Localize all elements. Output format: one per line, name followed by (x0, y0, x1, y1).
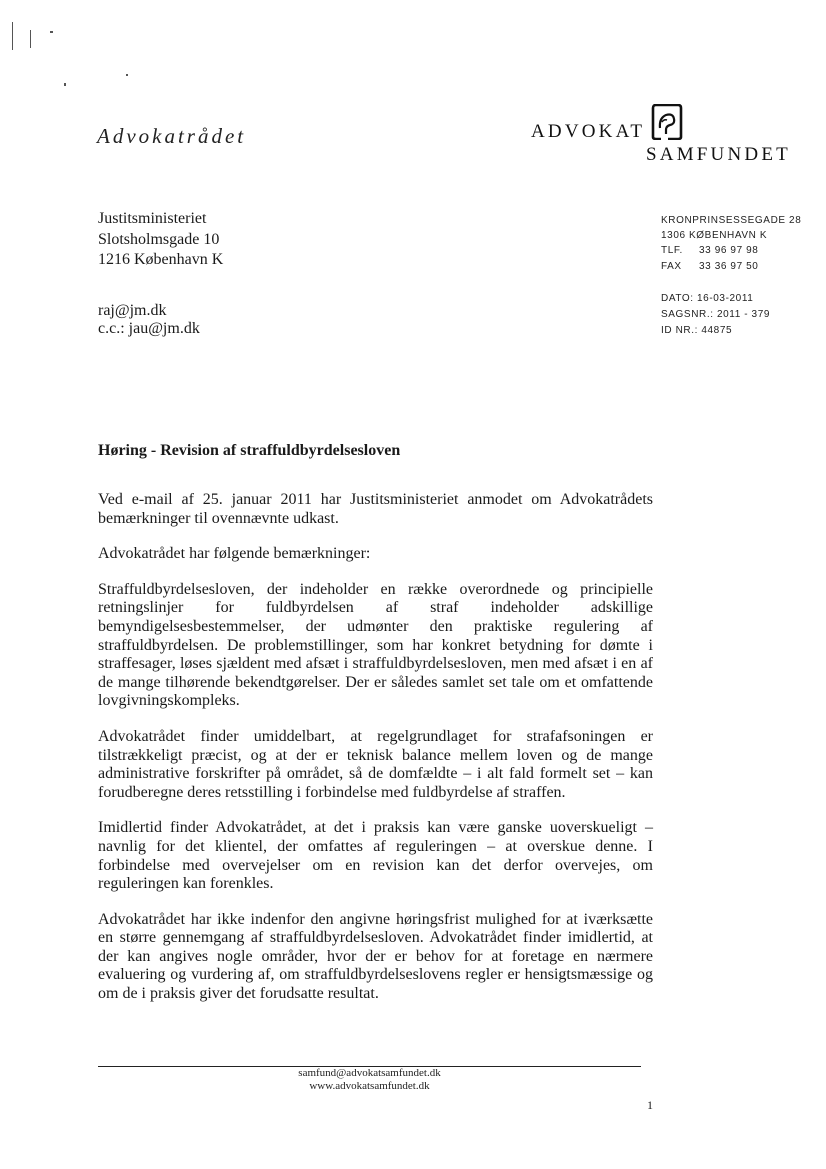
advokatsamfundet-logo-icon (650, 104, 684, 140)
scan-artifact (64, 83, 66, 86)
scan-artifact (50, 31, 53, 33)
body-paragraph: Advokatrådet finder umiddelbart, at regelgrundlaget for strafafsoningen er tilstrækkeligt præcist, og at der er teknisk balance mellem loven og de mange administrative forskrifter på området, så de domfældte – i alt fald formelt set – kan forudberegne deres retsstilling i forbindelse med fuldbyrdelse af straffen. (98, 727, 653, 801)
footer-email-link[interactable]: samfund@advokatsamfundet.dk (298, 1067, 441, 1079)
case-number: SAGSNR.: 2011 - 379 (661, 309, 771, 320)
footer-website-link[interactable]: www.advokatsamfundet.dk (309, 1080, 430, 1092)
recipient-line: Justitsministeriet (98, 210, 207, 227)
body-paragraph: Imidlertid finder Advokatrådet, at det i praksis kan være ganske uoverskueligt – navnlig for det klientel, der omfattes af reguleringen – at overskue denne. I forbindelse med overvejelser om en revision kan det derfor overvejes, om reguleringen kan forenkles. (98, 819, 653, 893)
logo-wordmark-line-2: SAMFUNDET (646, 144, 791, 165)
phone-number: 33 96 97 98 (699, 245, 759, 257)
fax-label: FAX (661, 260, 682, 272)
page-number: 1 (647, 1098, 653, 1112)
recipient-line: 1216 København K (98, 251, 224, 268)
sender-street: KRONPRINSESSEGADE 28 (661, 215, 802, 226)
letter-body (98, 491, 653, 1021)
scan-artifact (12, 22, 13, 50)
scan-artifact (126, 74, 128, 76)
body-paragraph: Advokatrådet har ikke indenfor den angivne høringsfrist mulighed for at iværksætte en større gennemgang af straffuldbyrdelsesloven. Advokatrådet finder imidlertid, at der kan angives nogle områder, hvor der er behov for at foretage en nærmere evaluering og vurdering af, om straffuldbyrdelseslovens regler er hensigtsmæssige og om de i praksis giver det forudsatte resultat. (98, 910, 653, 1003)
footer-contact (98, 1067, 641, 1093)
body-paragraph: Advokatrådet har følgende bemærkninger: (98, 545, 371, 563)
cc-email: c.c.: jau@jm.dk (98, 320, 200, 337)
recipient-emails (98, 302, 200, 338)
council-name: Advokatrådet (97, 124, 247, 148)
recipient-address (98, 209, 223, 271)
fax-number: 33 36 97 50 (699, 260, 759, 272)
phone-label: TLF. (661, 245, 683, 257)
sender-city: 1306 KØBENHAVN K (661, 230, 768, 242)
body-paragraph: Straffuldbyrdelsesloven, der indeholder en række overordnede og principielle retningslinjer for fuldbyrdelsen af straf indeholder adskillige bemyndigelsesbestemmelser, der udmønter den praktiske regulering af straffuldbyrdelsen. De problemstillinger, som har konkret betydning for dømte i straffesager, løses sjældent med afsæt i straffuldbyrdelsesloven, men med afsæt i en af de mange tilhørende bekendtgørelser. Der er således samlet set tale om et omfattende lovgivningskompleks. (98, 580, 653, 710)
sender-fax-row (661, 259, 801, 274)
body-paragraph: Ved e-mail af 25. januar 2011 har Justitsministeriet anmodet om Advokatrådets bemærkninger til ovennævnte udkast. (98, 491, 653, 527)
case-reference (661, 291, 770, 339)
sender-address (661, 213, 801, 274)
sender-phone-row (661, 243, 801, 258)
logo-wordmark-line-1: ADVOKAT (531, 121, 646, 142)
recipient-email: raj@jm.dk (98, 302, 167, 319)
letter-subject: Høring - Revision af straffuldbyrdelsesloven (98, 442, 401, 459)
recipient-line: Slotsholmsgade 10 (98, 230, 220, 248)
scan-artifact (30, 30, 31, 48)
letter-date: DATO: 16-03-2011 (661, 293, 754, 304)
id-number: ID NR.: 44875 (661, 325, 733, 336)
